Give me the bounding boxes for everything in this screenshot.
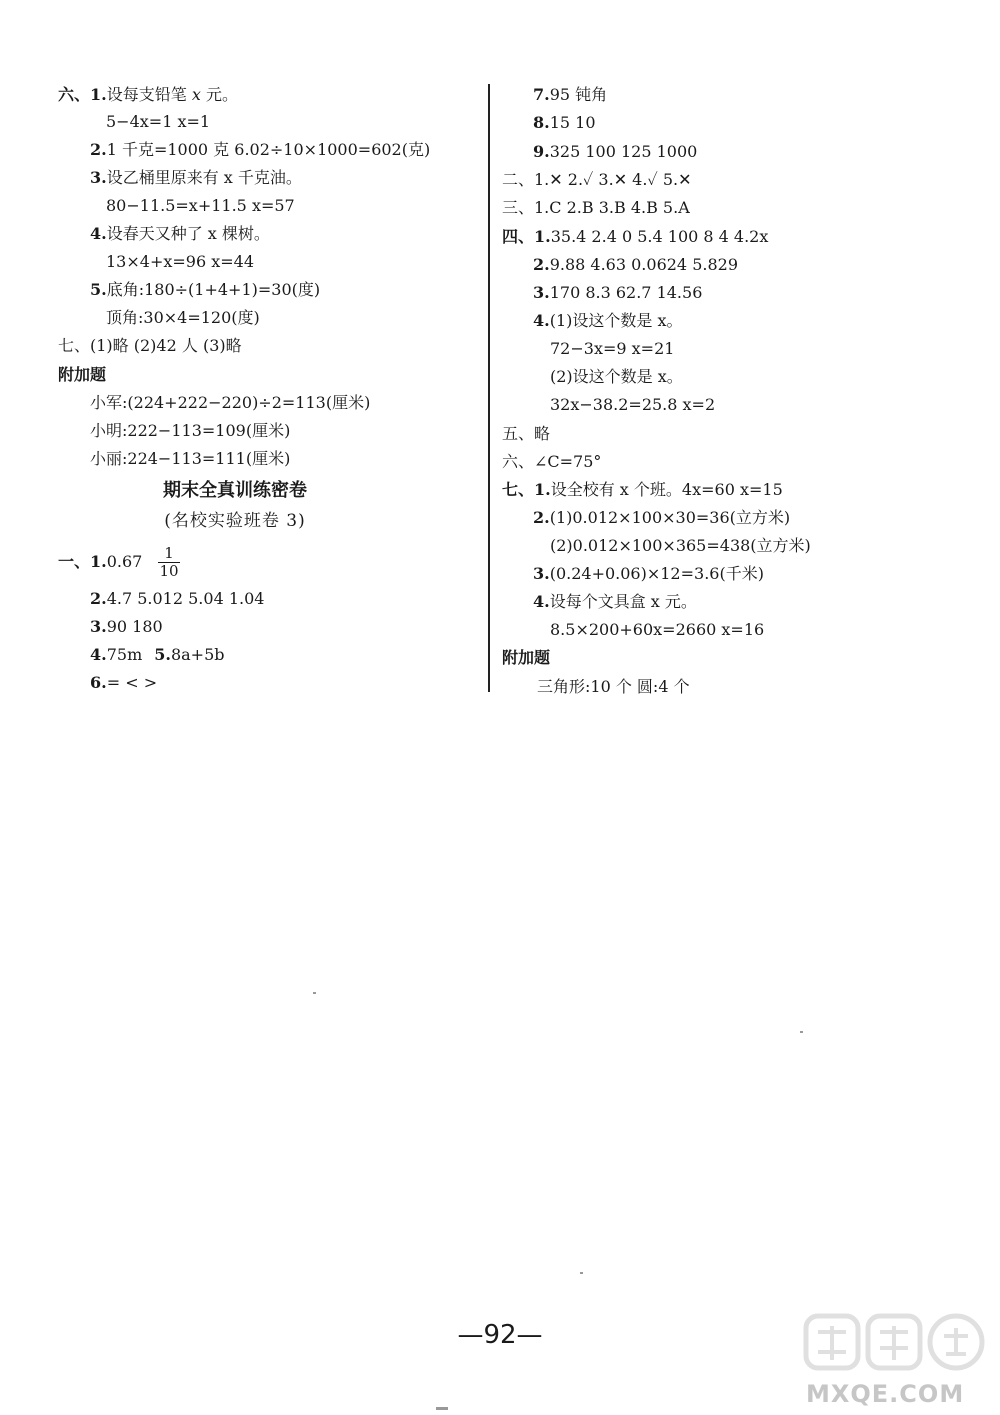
section-label: 一、1. bbox=[58, 552, 107, 571]
equation: 32x−38.2=25.8 x=2 bbox=[550, 395, 716, 414]
extra-answer: 小军:(224+222−220)÷2=113(厘米) bbox=[90, 393, 371, 412]
question-number: 5. bbox=[154, 645, 171, 664]
answer-text: 75m bbox=[106, 645, 143, 664]
question-number: 2. bbox=[90, 589, 107, 608]
section-label: 四、1. bbox=[502, 227, 551, 246]
answer-text: 95 钝角 bbox=[549, 85, 608, 104]
question-number: 4. bbox=[533, 592, 550, 611]
section-seven: 七、(1)略 (2)42 人 (3)略 bbox=[58, 336, 242, 355]
answer-line bbox=[533, 141, 697, 163]
equation: (2)0.012×100×365=438(立方米) bbox=[550, 536, 811, 555]
question-number: 3. bbox=[533, 564, 550, 583]
answer-text: 15 10 bbox=[549, 113, 596, 132]
answer-line bbox=[90, 279, 320, 301]
answer-text: 底角:180÷(1+4+1)=30(度) bbox=[106, 280, 321, 299]
extra-answer: 小丽:224−113=111(厘米) bbox=[90, 449, 291, 468]
equation: 72−3x=9 x=21 bbox=[550, 339, 675, 358]
section-five: 五、略 bbox=[502, 424, 551, 443]
section-six: 六、∠C=75° bbox=[502, 452, 602, 471]
answer-line bbox=[90, 223, 270, 245]
section-three: 三、1.C 2.B 3.B 4.B 5.A bbox=[502, 198, 690, 217]
equation: 80−11.5=x+11.5 x=57 bbox=[106, 196, 295, 215]
variable: x bbox=[191, 85, 201, 104]
question-number: 8. bbox=[533, 113, 550, 132]
answer-text: 170 8.3 62.7 14.56 bbox=[549, 283, 703, 302]
equation: 5−4x=1 x=1 bbox=[106, 112, 211, 131]
extra-title: 附加题 bbox=[502, 648, 551, 667]
page-number: —92— bbox=[457, 1320, 543, 1350]
equation: 顶角:30×4=120(度) bbox=[106, 308, 260, 327]
scan-speck bbox=[800, 1031, 803, 1033]
question-number: 4. bbox=[90, 224, 107, 243]
answer-line bbox=[533, 591, 697, 613]
scan-speck bbox=[580, 1272, 583, 1274]
answer-line bbox=[90, 139, 430, 161]
fraction bbox=[158, 545, 180, 580]
fraction-denominator: 10 bbox=[159, 562, 179, 580]
question-number: 2. bbox=[533, 255, 550, 274]
question-number: 5. bbox=[90, 280, 107, 299]
answer-line bbox=[90, 644, 224, 666]
answer-text: = < > bbox=[106, 673, 158, 692]
answer-text: 0.67 bbox=[106, 552, 143, 571]
answer-line bbox=[533, 310, 682, 332]
answer-line bbox=[533, 563, 764, 585]
answer-line bbox=[502, 226, 768, 248]
equation: 8.5×200+60x=2660 x=16 bbox=[550, 620, 765, 639]
answer-text: 设全校有 x 个班。4x=60 x=15 bbox=[550, 480, 783, 499]
section-label: 六、1. bbox=[58, 85, 107, 104]
answer-text: 90 180 bbox=[106, 617, 163, 636]
section-label: 七、1. bbox=[502, 480, 551, 499]
question-number: 3. bbox=[533, 283, 550, 302]
answer-line bbox=[533, 282, 702, 304]
column-divider bbox=[488, 84, 490, 692]
answer-line bbox=[90, 588, 264, 610]
watermark-text: MXQE.COM bbox=[806, 1380, 965, 1408]
answer-text: 设乙桶里原来有 x 千克油。 bbox=[106, 168, 302, 187]
answer-text: 4.7 5.012 5.04 1.04 bbox=[106, 589, 265, 608]
answer-line bbox=[90, 616, 163, 638]
fraction-numerator: 1 bbox=[158, 545, 180, 563]
question-number: 9. bbox=[533, 142, 550, 161]
answer-text: (2)设这个数是 x。 bbox=[550, 367, 683, 386]
section-two: 二、1.✕ 2.✓ 3.✕ 4.✓ 5.✕ bbox=[502, 170, 692, 189]
answer-line bbox=[90, 167, 302, 189]
answer-text: 9.88 4.63 0.0624 5.829 bbox=[549, 255, 738, 274]
question-number: 7. bbox=[533, 85, 550, 104]
question-number: 3. bbox=[90, 617, 107, 636]
answer-text: 设春天又种了 x 棵树。 bbox=[106, 224, 270, 243]
extra-answer: 三角形:10 个 圆:4 个 bbox=[537, 677, 690, 696]
question-number: 2. bbox=[90, 140, 107, 159]
answer-text: 325 100 125 1000 bbox=[549, 142, 698, 161]
equation: 13×4+x=96 x=44 bbox=[106, 252, 255, 271]
answer-text: (1)0.012×100×30=36(立方米) bbox=[549, 508, 791, 527]
answer-text: 设每个文具盒 x 元。 bbox=[549, 592, 697, 611]
watermark-logo-icon bbox=[800, 1308, 990, 1388]
answer-text: 35.4 2.4 0 5.4 100 8 4 4.2x bbox=[550, 227, 769, 246]
answer-text: (1)设这个数是 x。 bbox=[549, 311, 683, 330]
answer-text: 设每支铅笔 bbox=[106, 85, 187, 104]
answer-line bbox=[533, 254, 738, 276]
answer-line bbox=[502, 479, 783, 501]
question-number: 6. bbox=[90, 673, 107, 692]
exam-subtitle: (名校实验班卷 3) bbox=[164, 511, 306, 531]
scan-speck bbox=[313, 992, 316, 994]
answer-line bbox=[58, 84, 238, 106]
answer-line bbox=[533, 84, 607, 106]
answer-line bbox=[58, 551, 142, 573]
answer-text: 1 千克=1000 克 6.02÷10×1000=602(克) bbox=[106, 140, 431, 159]
scan-speck bbox=[436, 1407, 448, 1410]
answer-text: 元。 bbox=[205, 85, 238, 104]
question-number: 4. bbox=[533, 311, 550, 330]
exam-title: 期末全真训练密卷 bbox=[163, 480, 307, 501]
answer-line bbox=[533, 507, 790, 529]
question-number: 2. bbox=[533, 508, 550, 527]
answer-line bbox=[533, 112, 596, 134]
question-number: 3. bbox=[90, 168, 107, 187]
extra-title: 附加题 bbox=[58, 365, 107, 384]
answer-text: (0.24+0.06)×12=3.6(千米) bbox=[549, 564, 764, 583]
question-number: 4. bbox=[90, 645, 107, 664]
extra-answer: 小明:222−113=109(厘米) bbox=[90, 421, 291, 440]
answer-line bbox=[90, 672, 157, 694]
answer-text: 8a+5b bbox=[170, 645, 225, 664]
